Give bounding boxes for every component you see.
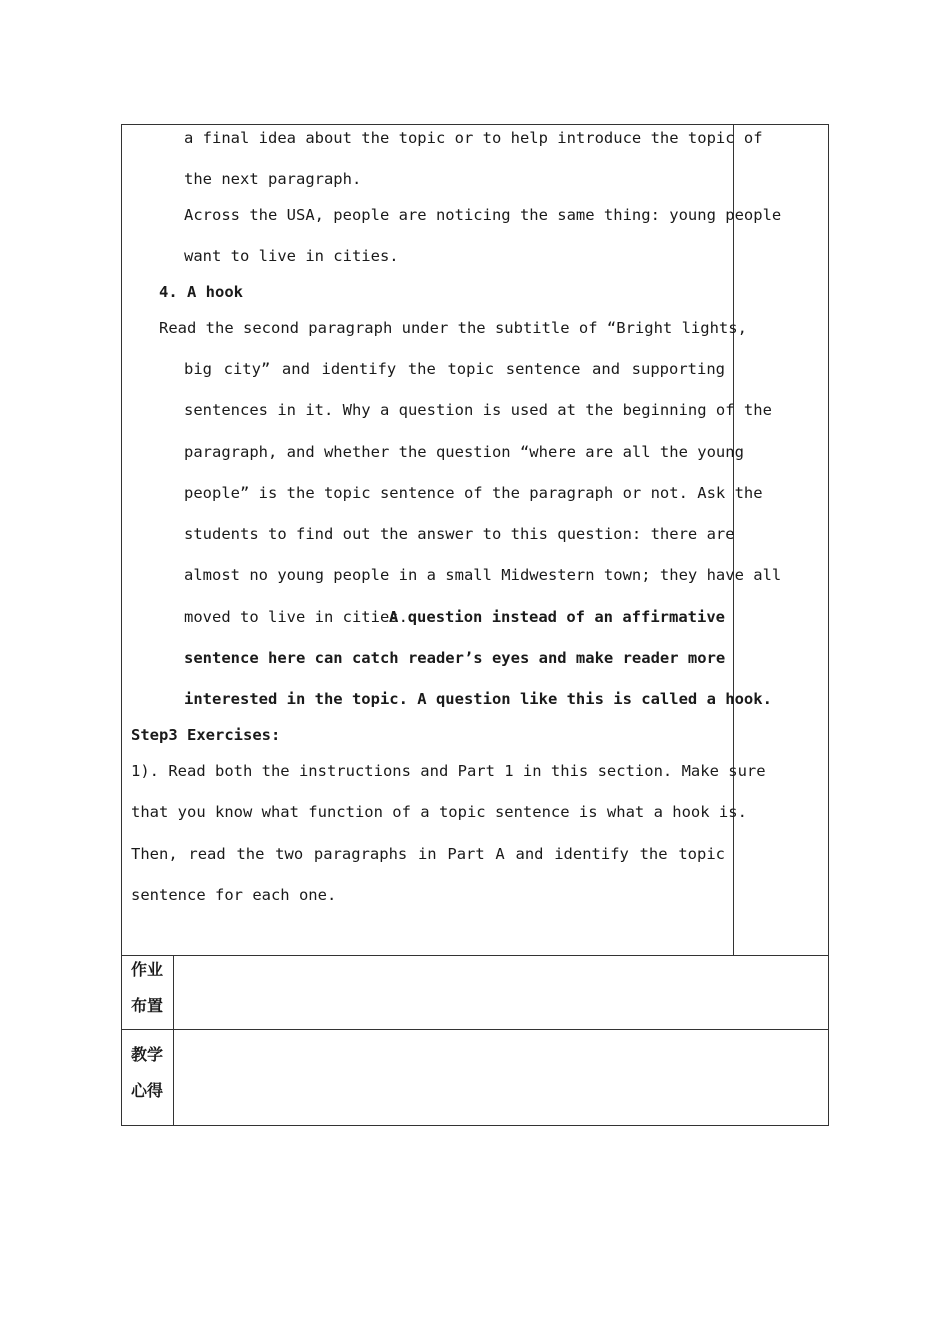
row-divider-1: [121, 955, 829, 956]
point4-line-10: interested in the topic. A question like this is called a hook.: [184, 690, 772, 708]
point4-line-8: moved to live in cities.: [184, 608, 408, 626]
point4-line-3: sentences in it. Why a question is used at the beginning of the: [184, 401, 772, 419]
point4-line-7: almost no young people in a small Midwestern town; they have all: [184, 566, 782, 584]
reflection-label-2: 心得: [131, 1081, 164, 1100]
table-border-left: [121, 124, 122, 1126]
point3-example-line-1: Across the USA, people are noticing the same thing: young people: [184, 206, 782, 224]
table-border-top: [121, 124, 829, 125]
homework-label-1: 作业: [131, 960, 164, 979]
table-border-right: [828, 124, 829, 1126]
point4-line-6: students to find out the answer to this question: there are: [184, 525, 735, 543]
point4-line-5: people” is the topic sentence of the paragraph or not. Ask the: [184, 484, 763, 502]
point4-line-8-bold: A question instead of an affirmative: [389, 608, 725, 626]
point4-line-4: paragraph, and whether the question “where are all the young: [184, 443, 744, 461]
point3-example-line-2: want to live in cities.: [184, 247, 399, 265]
step3-line-1: 1). Read both the instructions and Part 1 in this section. Make sure: [131, 762, 766, 780]
table-border-bottom: [121, 1125, 829, 1126]
step3-line-3: Then, read the two paragraphs in Part A and identify the topic: [131, 845, 725, 863]
step3-line-2: that you know what function of a topic sentence is what a hook is.: [131, 803, 747, 821]
label-column-divider: [173, 955, 174, 1125]
point4-heading: 4. A hook: [159, 283, 243, 301]
point4-line-9: sentence here can catch reader’s eyes and make reader more: [184, 649, 726, 667]
homework-label-2: 布置: [131, 996, 164, 1015]
point4-line-1: Read the second paragraph under the subtitle of “Bright lights,: [159, 319, 747, 337]
row-divider-2: [121, 1029, 829, 1030]
step3-heading: Step3 Exercises:: [131, 726, 281, 744]
point3-line-1: a final idea about the topic or to help introduce the topic of: [184, 129, 763, 147]
step3-line-4: sentence for each one.: [131, 886, 337, 904]
point4-line-2: big city” and identify the topic sentence and supporting: [184, 360, 725, 378]
reflection-label-1: 教学: [131, 1045, 164, 1064]
point3-line-2: the next paragraph.: [184, 170, 362, 188]
